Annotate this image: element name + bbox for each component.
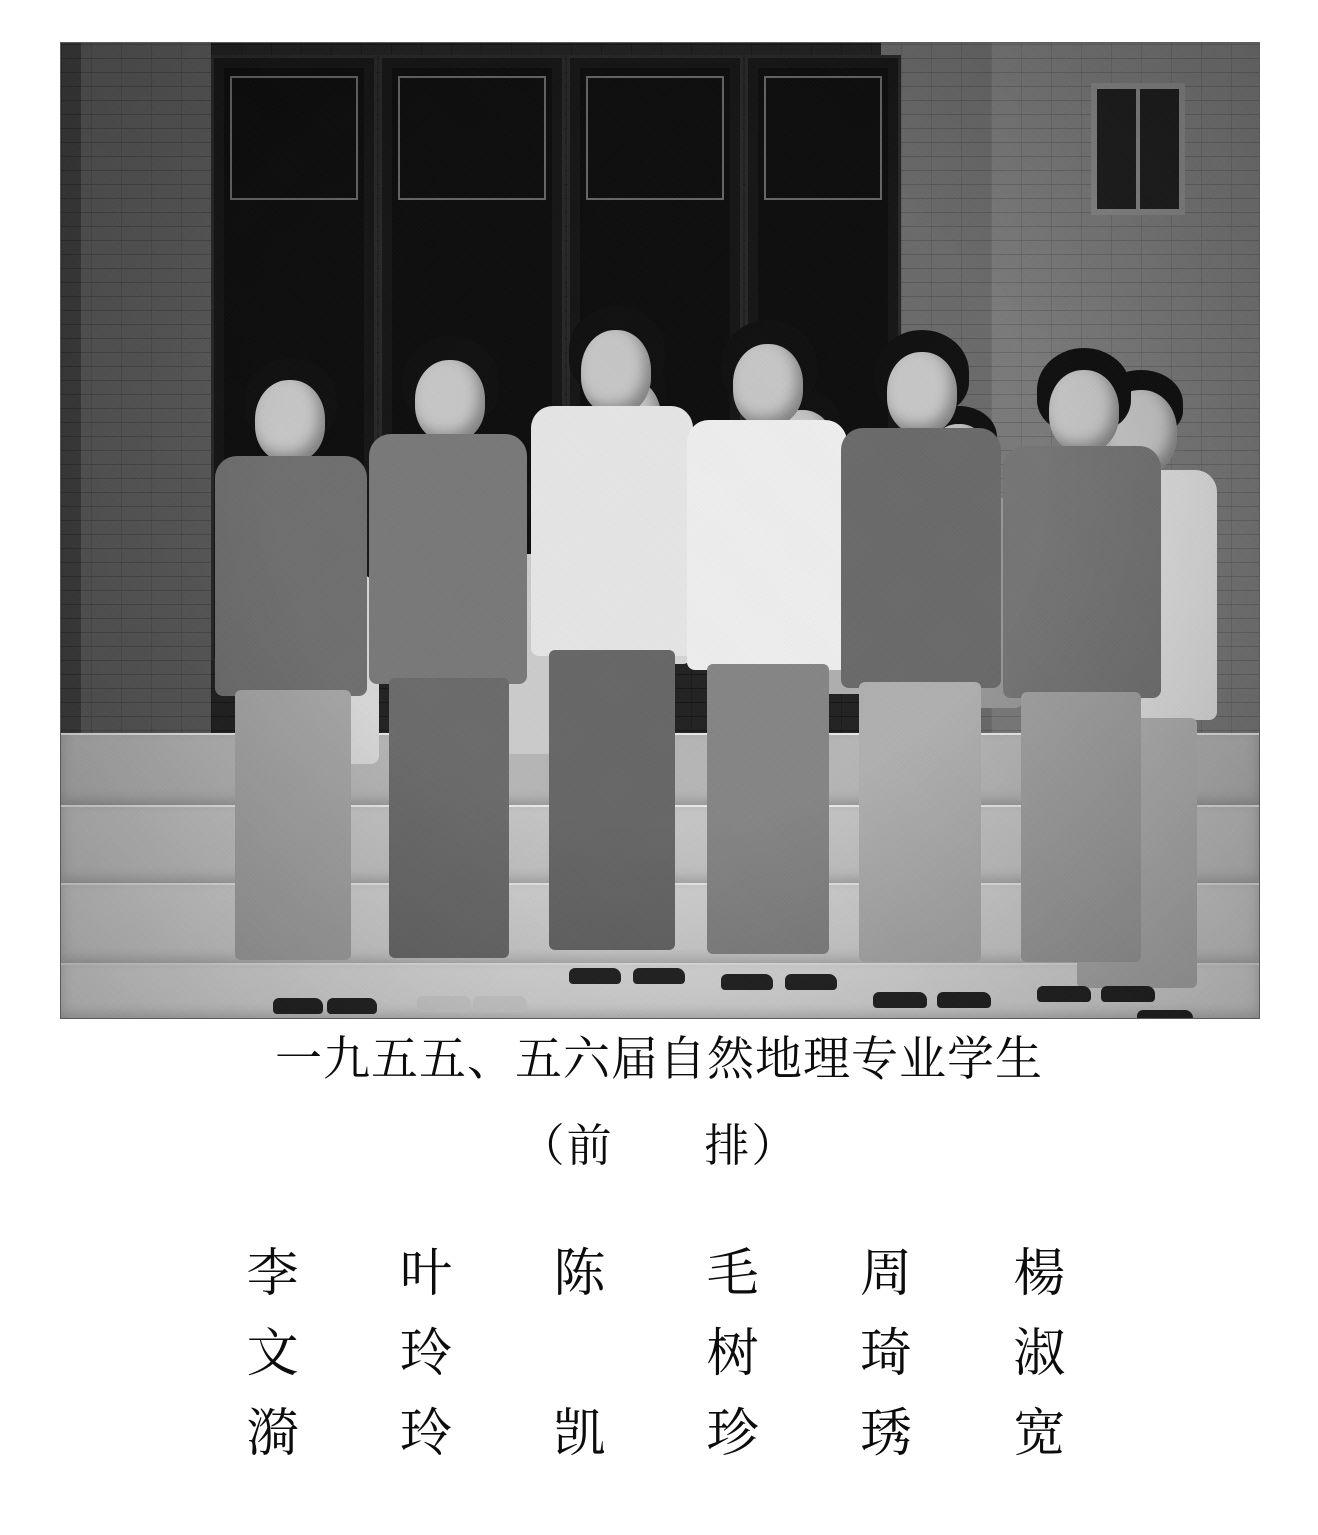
torso: [1003, 446, 1161, 698]
legs: [389, 678, 509, 958]
torso: [215, 456, 367, 696]
shoe: [273, 998, 323, 1014]
name-cell: 凯: [553, 1404, 606, 1464]
caption-title: 一九五五、五六届自然地理专业学生: [275, 1032, 1043, 1087]
head: [255, 380, 325, 462]
torso: [687, 420, 847, 670]
photo-caption: [0, 1032, 1318, 1174]
shoe: [1037, 986, 1091, 1002]
photo-content: [61, 43, 1259, 1018]
name-cell: 周: [859, 1244, 912, 1304]
group-photo: [60, 42, 1260, 1019]
name-cell: 树: [706, 1324, 759, 1384]
name-cell: 珍: [706, 1404, 759, 1464]
torso: [841, 428, 1001, 688]
person-front-3: [521, 58, 696, 1018]
caption-subtitle: [0, 1109, 1318, 1174]
shoe: [417, 996, 471, 1012]
person-front-1: [211, 58, 371, 1018]
caption-subtitle-left: （前: [519, 1119, 614, 1173]
shoe: [721, 974, 773, 990]
name-cell: 李: [246, 1244, 299, 1304]
caption-subtitle-right: 排）: [704, 1119, 799, 1173]
legs: [707, 664, 829, 954]
legs: [1021, 692, 1141, 962]
head: [581, 330, 651, 414]
name-cell-empty: [503, 1328, 656, 1380]
person-front-5: [831, 58, 1006, 1018]
shoe: [633, 968, 685, 984]
person-front-6: [991, 58, 1166, 1018]
name-cell: 淑: [1013, 1324, 1066, 1384]
head: [733, 344, 803, 426]
name-row: [196, 1244, 1116, 1304]
name-cell: 陈: [553, 1244, 606, 1304]
name-cell: 毛: [706, 1244, 759, 1304]
name-cell: 楊: [1013, 1244, 1066, 1304]
name-row: [196, 1324, 1116, 1384]
name-cell: 玲: [399, 1324, 452, 1384]
name-row: [196, 1404, 1116, 1464]
shoe: [473, 996, 527, 1012]
name-grid: [196, 1244, 1116, 1488]
shoe: [873, 992, 927, 1008]
head: [887, 352, 957, 434]
legs: [235, 690, 351, 960]
name-cell: 文: [246, 1324, 299, 1384]
name-cell: 琦: [859, 1324, 912, 1384]
shoe: [569, 968, 621, 984]
legs: [859, 682, 981, 962]
name-cell: 宽: [1013, 1404, 1066, 1464]
person-front-4: [681, 58, 851, 1018]
name-cell: 玲: [399, 1404, 452, 1464]
shoe: [937, 992, 991, 1008]
head: [1049, 370, 1119, 452]
torso: [369, 434, 527, 684]
head: [415, 360, 485, 442]
name-cell: 叶: [399, 1244, 452, 1304]
name-cell: 漪: [246, 1404, 299, 1464]
person-front-2: [361, 58, 531, 1018]
shoe: [1101, 986, 1155, 1002]
torso: [531, 406, 693, 656]
name-cell: 琇: [859, 1404, 912, 1464]
shoe: [785, 974, 837, 990]
legs: [549, 650, 675, 950]
